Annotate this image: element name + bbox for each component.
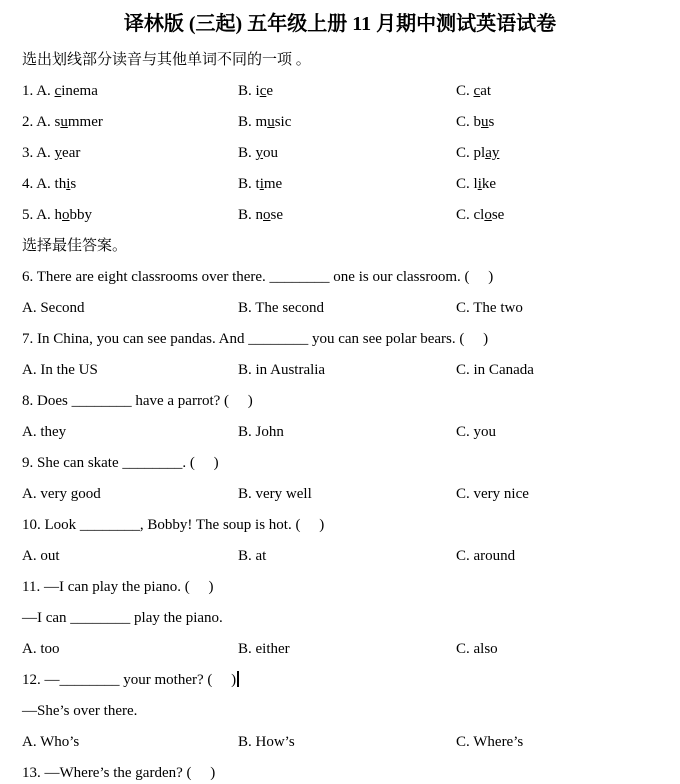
option-text: out bbox=[40, 548, 60, 564]
option-word: summer bbox=[54, 114, 103, 130]
option-label: B. bbox=[238, 176, 252, 192]
stem-text: 10. Look ________, Bobby! The soup is hot. ( ) bbox=[22, 517, 325, 533]
option-b bbox=[238, 355, 456, 386]
question-number: 4. bbox=[22, 176, 34, 192]
option-c bbox=[456, 541, 680, 572]
phonics-option-c bbox=[456, 107, 680, 138]
option-text: at bbox=[255, 548, 267, 564]
phonics-option-c bbox=[456, 76, 680, 107]
question-stem-12-line2 bbox=[0, 696, 680, 727]
phonics-option-b bbox=[238, 76, 456, 107]
option-label: A. bbox=[36, 83, 51, 99]
option-c bbox=[456, 479, 680, 510]
option-c bbox=[456, 293, 680, 324]
option-c bbox=[456, 727, 680, 758]
option-word: nose bbox=[255, 207, 284, 223]
question-stem-10 bbox=[0, 510, 680, 541]
option-label: B. bbox=[238, 145, 252, 161]
question-stem-11 bbox=[0, 572, 680, 603]
option-word: music bbox=[255, 114, 292, 130]
option-c bbox=[456, 417, 680, 448]
option-b bbox=[238, 727, 456, 758]
option-a bbox=[22, 293, 238, 324]
option-text: very nice bbox=[473, 486, 529, 502]
question-number: 1. bbox=[22, 83, 34, 99]
option-word: you bbox=[255, 145, 279, 161]
option-c bbox=[456, 634, 680, 665]
option-text: in Canada bbox=[473, 362, 534, 378]
phonics-option-c bbox=[456, 138, 680, 169]
stem-text: —She’s over there. bbox=[22, 703, 138, 719]
option-label: A. bbox=[36, 114, 51, 130]
stem-text: 8. Does ________ have a parrot? ( ) bbox=[22, 393, 253, 409]
option-a bbox=[22, 727, 238, 758]
option-word: ice bbox=[255, 83, 274, 99]
option-label: A. bbox=[22, 734, 37, 750]
option-word: close bbox=[473, 207, 505, 223]
stem-text: 7. In China, you can see pandas. And ________ you can see polar bears. ( ) bbox=[22, 331, 489, 347]
section2-instruction bbox=[0, 231, 680, 262]
option-label: A. bbox=[22, 641, 37, 657]
option-text: very good bbox=[40, 486, 101, 502]
option-label: A. bbox=[36, 207, 51, 223]
option-word: cat bbox=[473, 83, 492, 99]
option-a bbox=[22, 355, 238, 386]
option-label: B. bbox=[238, 114, 252, 130]
stem-text: —I can ________ play the piano. bbox=[22, 610, 223, 626]
question-stem-13 bbox=[0, 758, 680, 784]
option-text: John bbox=[255, 424, 284, 440]
options-row-8 bbox=[0, 417, 680, 448]
phonics-option-a bbox=[22, 169, 238, 200]
stem-text: 11. —I can play the piano. ( ) bbox=[22, 579, 214, 595]
option-a bbox=[22, 417, 238, 448]
option-text: also bbox=[473, 641, 498, 657]
option-word: bus bbox=[473, 114, 495, 130]
option-a bbox=[22, 634, 238, 665]
option-label: A. bbox=[36, 145, 51, 161]
question-number: 2. bbox=[22, 114, 34, 130]
option-text: Who’s bbox=[40, 734, 80, 750]
option-b bbox=[238, 634, 456, 665]
option-label: A. bbox=[22, 424, 37, 440]
option-label: B. bbox=[238, 362, 252, 378]
option-label: C. bbox=[456, 176, 470, 192]
option-label: C. bbox=[456, 641, 470, 657]
option-label: C. bbox=[456, 207, 470, 223]
option-label: B. bbox=[238, 207, 252, 223]
phonics-row-2 bbox=[0, 107, 680, 138]
phonics-option-c bbox=[456, 169, 680, 200]
text-cursor bbox=[237, 671, 239, 687]
phonics-option-b bbox=[238, 107, 456, 138]
option-text: around bbox=[473, 548, 516, 564]
phonics-row-4 bbox=[0, 169, 680, 200]
option-text: too bbox=[40, 641, 60, 657]
option-word: time bbox=[255, 176, 283, 192]
phonics-option-a bbox=[22, 107, 238, 138]
option-word: like bbox=[473, 176, 497, 192]
options-row-10 bbox=[0, 541, 680, 572]
option-c bbox=[456, 355, 680, 386]
question-number: 5. bbox=[22, 207, 34, 223]
option-text: Second bbox=[40, 300, 85, 316]
phonics-row-1 bbox=[0, 76, 680, 107]
question-stem-7 bbox=[0, 324, 680, 355]
question-stem-12 bbox=[0, 665, 680, 696]
option-text: Where’s bbox=[473, 734, 524, 750]
stem-text: 12. —________ your mother? ( ) bbox=[22, 672, 237, 688]
instruction-text: 选出划线部分读音与其他单词不同的一项 。 bbox=[22, 52, 311, 68]
option-text: The two bbox=[473, 300, 523, 316]
option-label: B. bbox=[238, 734, 252, 750]
option-label: C. bbox=[456, 114, 470, 130]
option-label: B. bbox=[238, 548, 252, 564]
question-stem-11-line2 bbox=[0, 603, 680, 634]
phonics-row-5 bbox=[0, 200, 680, 231]
option-label: A. bbox=[22, 486, 37, 502]
document-body bbox=[0, 45, 680, 784]
option-a bbox=[22, 541, 238, 572]
option-label: B. bbox=[238, 641, 252, 657]
option-label: B. bbox=[238, 83, 252, 99]
option-label: C. bbox=[456, 300, 470, 316]
stem-text: 6. There are eight classrooms over there. ________ one is our classroom. ( ) bbox=[22, 269, 494, 285]
option-text: The second bbox=[255, 300, 324, 316]
option-b bbox=[238, 417, 456, 448]
option-text: they bbox=[40, 424, 67, 440]
stem-text: 13. —Where’s the garden? ( ) bbox=[22, 765, 216, 781]
option-label: B. bbox=[238, 300, 252, 316]
option-word: play bbox=[473, 145, 500, 161]
phonics-option-a bbox=[22, 138, 238, 169]
phonics-option-b bbox=[238, 138, 456, 169]
option-word: year bbox=[54, 145, 81, 161]
option-word: hobby bbox=[54, 207, 93, 223]
option-word: this bbox=[54, 176, 77, 192]
option-text: very well bbox=[255, 486, 312, 502]
phonics-option-b bbox=[238, 200, 456, 231]
options-row-11 bbox=[0, 634, 680, 665]
phonics-option-c bbox=[456, 200, 680, 231]
option-label: B. bbox=[238, 424, 252, 440]
option-b bbox=[238, 479, 456, 510]
phonics-row-3 bbox=[0, 138, 680, 169]
option-label: C. bbox=[456, 734, 470, 750]
option-label: A. bbox=[36, 176, 51, 192]
option-label: C. bbox=[456, 548, 470, 564]
option-text: In the US bbox=[40, 362, 98, 378]
option-label: A. bbox=[22, 300, 37, 316]
option-b bbox=[238, 541, 456, 572]
question-stem-8 bbox=[0, 386, 680, 417]
option-text: you bbox=[473, 424, 497, 440]
question-stem-6 bbox=[0, 262, 680, 293]
option-text: How’s bbox=[255, 734, 295, 750]
question-number: 3. bbox=[22, 145, 34, 161]
option-a bbox=[22, 479, 238, 510]
options-row-12 bbox=[0, 727, 680, 758]
option-label: C. bbox=[456, 145, 470, 161]
option-b bbox=[238, 293, 456, 324]
options-row-9 bbox=[0, 479, 680, 510]
phonics-option-a bbox=[22, 76, 238, 107]
option-label: C. bbox=[456, 362, 470, 378]
instruction-text: 选择最佳答案。 bbox=[22, 238, 128, 254]
option-label: C. bbox=[456, 83, 470, 99]
phonics-option-b bbox=[238, 169, 456, 200]
option-label: C. bbox=[456, 424, 470, 440]
option-text: either bbox=[255, 641, 290, 657]
option-label: A. bbox=[22, 362, 37, 378]
page-title: 译林版 (三起) 五年级上册 11 月期中测试英语试卷 bbox=[123, 13, 557, 35]
option-label: C. bbox=[456, 486, 470, 502]
section1-instruction bbox=[0, 45, 680, 76]
options-row-7 bbox=[0, 355, 680, 386]
options-row-6 bbox=[0, 293, 680, 324]
option-label: B. bbox=[238, 486, 252, 502]
option-label: A. bbox=[22, 548, 37, 564]
stem-text: 9. She can skate ________. ( ) bbox=[22, 455, 219, 471]
option-text: in Australia bbox=[255, 362, 326, 378]
option-word: cinema bbox=[54, 83, 98, 99]
question-stem-9 bbox=[0, 448, 680, 479]
phonics-option-a bbox=[22, 200, 238, 231]
